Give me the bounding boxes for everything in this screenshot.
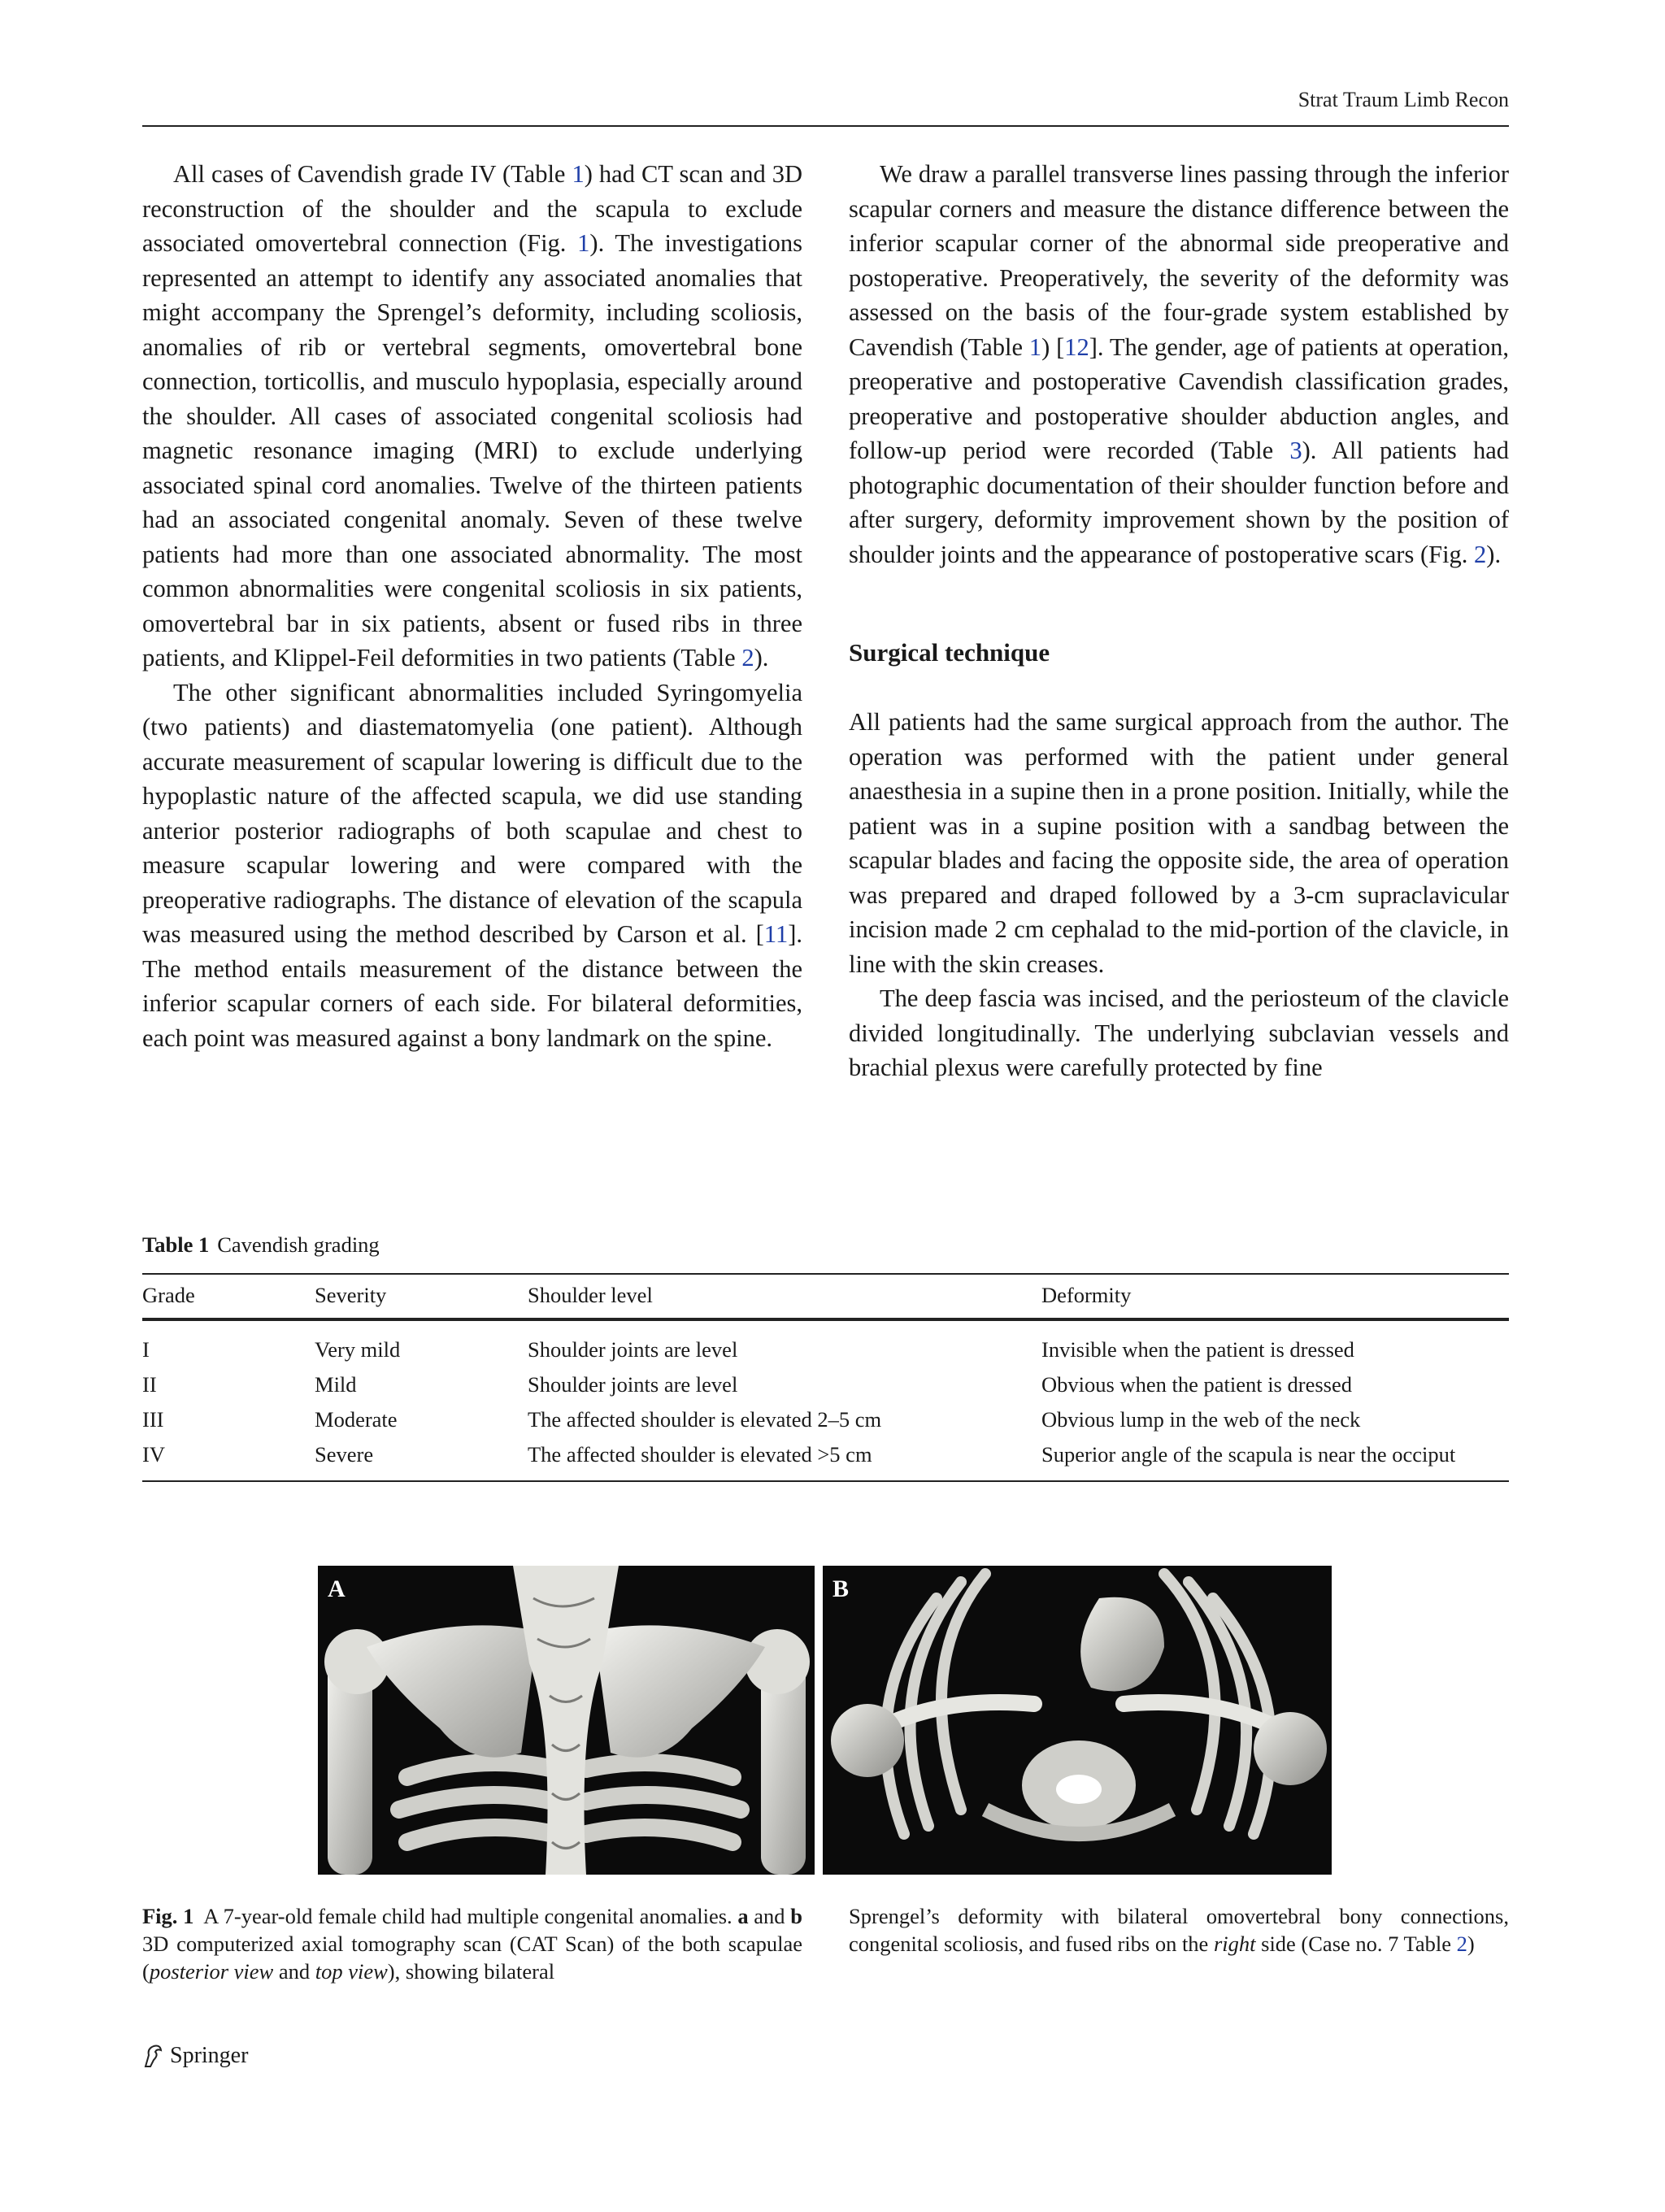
caption-text: side (Case no. 7 Table — [1261, 1932, 1452, 1956]
table-2-link[interactable]: 2 — [1456, 1932, 1467, 1956]
table-3-link[interactable]: 3 — [1289, 437, 1302, 464]
table-1-link[interactable]: 1 — [1028, 332, 1042, 361]
column-header: Shoulder level — [528, 1274, 1041, 1319]
table-cell: Invisible when the patient is dressed — [1041, 1337, 1354, 1362]
figure-label: Fig. 1 — [142, 1904, 194, 1928]
column-header: Deformity — [1041, 1274, 1509, 1319]
caption-text: posterior view — [149, 1959, 274, 1984]
right-column — [849, 157, 1509, 1085]
table-cell: III — [142, 1407, 164, 1432]
text-run: ). — [1486, 540, 1502, 568]
left-column — [142, 157, 802, 1055]
panel-b-label: B — [832, 1575, 850, 1602]
cavendish-grading-table — [142, 1273, 1509, 1482]
panel-a-label: A — [328, 1575, 346, 1602]
right-paragraph-3: The deep fascia was incised, and the periosteum of the clavicle divided longitudinally. The underlying subclavian vessels and brachial plexus were carefully protected by fine — [849, 984, 1509, 1081]
table-cell: Shoulder joints are level — [528, 1337, 738, 1362]
text-run: ]. The gender, age of patients at operation, preoperative and postoperative Cavendish classification grades, preoperative and postoperative shoulder abduction angles, and follow-up period were recorded (Table — [849, 332, 1509, 464]
reference-11-link[interactable]: 11 — [763, 920, 789, 948]
table-row — [142, 1402, 1509, 1437]
caption-text: and — [754, 1904, 785, 1928]
figure-2-link[interactable]: 2 — [1474, 540, 1487, 568]
table-row — [142, 1437, 1509, 1481]
reference-12-link[interactable]: 12 — [1064, 332, 1089, 361]
table-row — [142, 1367, 1509, 1402]
ct-scan-posterior-image — [318, 1566, 815, 1875]
caption-text: a — [737, 1904, 749, 1928]
table-1-caption — [142, 1232, 380, 1258]
section-heading-surgical-technique: Surgical technique — [849, 638, 1050, 667]
table-cell: Obvious when the patient is dressed — [1041, 1372, 1352, 1397]
table-cell: Obvious lump in the web of the neck — [1041, 1407, 1361, 1432]
text-run: ) had CT scan and 3D reconstruction of the shoulder and the scapula to exclude associated omovertebral connection (Fig. — [142, 160, 803, 257]
ct-scan-top-image — [823, 1566, 1332, 1875]
figure-1-caption-right — [849, 1902, 1509, 1958]
text-run: All cases of Cavendish grade IV (Table — [173, 160, 572, 188]
figure-1-panel-a-ct-posterior-view — [318, 1566, 815, 1875]
text-run: The other significant abnormalities included Syringomyelia (two patients) and diastematomyelia (one patient). Although accurate measurement of scapular lowering is difficult due to the hypoplastic nature of the affected scapula, we did use standing anterior posterior radiographs of both scapulae and chest to measure scapular lowering and were compared with the preoperative radiographs. The distance of elevation of the scapula was measured using the method described by Carson et al. [ — [142, 678, 802, 948]
left-paragraph-1 — [142, 157, 802, 676]
table-cell: IV — [142, 1437, 315, 1481]
table-cell: II — [142, 1372, 157, 1397]
caption-text: ), showing bilateral — [387, 1959, 555, 1984]
table-title: Cavendish grading — [217, 1232, 380, 1257]
figure-1-panel-b-ct-top-view — [823, 1566, 1332, 1875]
text-run: ) [ — [1041, 332, 1065, 361]
text-run: ). The investigations represented an attempt to identify any associated anomalies that might accompany the Sprengel’s deformity, including scoliosis, anomalies of rib or vertebral segments, omovertebral bone connection, torticollis, and musculo hypoplasia, especially around the shoulder. All cases of associated congenital scoliosis had magnetic resonance imaging (MRI) to exclude underlying associated spinal cord anomalies. Twelve of the thirteen patients had an associated congenital anomaly. Seven of these twelve patients had more than one associated abnormality. The most common abnormalities were congenital scoliosis in six patients, omovertebral bar in six patients, absent or fused ribs in three patients, and Klippel-Feil deformities in two patients (Table — [142, 229, 802, 671]
table-cell: Severe — [315, 1437, 528, 1481]
journal-header: Strat Traum Limb Recon — [1298, 88, 1509, 111]
table-cell: The affected shoulder is elevated >5 cm — [528, 1437, 1041, 1481]
table-2-link[interactable]: 2 — [741, 644, 754, 671]
text-run: ). — [754, 644, 769, 671]
table-cell: Moderate — [315, 1407, 398, 1432]
text-run: ]. The method entails measurement of the distance between the inferior scapular corners of each side. For bilateral deformities, each point was measured against a bony landmark on the spine. — [142, 920, 802, 1052]
header-rule — [142, 125, 1509, 127]
table-cell: Mild — [315, 1372, 357, 1397]
table-cell: Superior angle of the scapula is near the occiput — [1041, 1437, 1509, 1481]
table-row — [142, 1319, 1509, 1367]
text-run: ). All patients had photographic documentation of their shoulder function before and after surgery, deformity improvement shown by the position of shoulder joints and the appearance of postoperative scars (Fig. — [849, 437, 1509, 568]
table-label: Table 1 — [142, 1232, 210, 1257]
table-cell: Shoulder joints are level — [528, 1372, 738, 1397]
column-header: Grade — [142, 1274, 315, 1319]
right-paragraph-1 — [849, 157, 1509, 571]
table-cell: Very mild — [315, 1337, 401, 1362]
table-header-row — [142, 1274, 1509, 1319]
figure-1-link[interactable]: 1 — [577, 229, 590, 257]
text-run: We draw a parallel transverse lines passing through the inferior scapular corners and measure the distance difference between the inferior scapular corner of the abnormal side preoperative and postoperative. Preoperatively, the severity of the deformity was assessed on the basis of the four-grade system established by Cavendish (Table — [849, 160, 1509, 361]
table-cell: I — [142, 1337, 150, 1362]
table-1-link[interactable]: 1 — [572, 160, 585, 188]
caption-text: 3D computerized axial tomography scan (CAT Scan) of the both scapulae ( — [142, 1932, 802, 1984]
publisher-name: Springer — [170, 2043, 249, 2068]
table-cell: The affected shoulder is elevated 2–5 cm — [528, 1407, 882, 1432]
caption-text: A 7-year-old female child had multiple congenital anomalies. — [203, 1904, 733, 1928]
caption-text: and — [278, 1959, 311, 1984]
figure-1-caption-left — [142, 1902, 802, 1985]
right-paragraph-2: All patients had the same surgical approach from the author. The operation was performed with the patient under general anaesthesia in a supine then in a prone position. Initially, while the patient was in a supine position with a sandbag between the scapular blades and facing the opposite side, the area of operation was prepared and draped followed by a 3-cm supraclavicular incision made 2 cm cephalad to the mid-portion of the clavicle, in line with the skin creases. — [849, 708, 1510, 978]
left-paragraph-2 — [142, 676, 802, 1056]
publisher-footer — [142, 2043, 248, 2069]
caption-text: right — [1213, 1932, 1256, 1956]
caption-text: b — [790, 1904, 802, 1928]
column-header: Severity — [315, 1274, 528, 1319]
springer-horse-icon — [142, 2044, 163, 2068]
caption-text: Sprengel’s deformity with bilateral omovertebral bony connections, congenital scoliosis, and fused ribs on the — [849, 1904, 1509, 1956]
caption-text: top view — [315, 1959, 388, 1984]
caption-text: ) — [1467, 1932, 1475, 1956]
